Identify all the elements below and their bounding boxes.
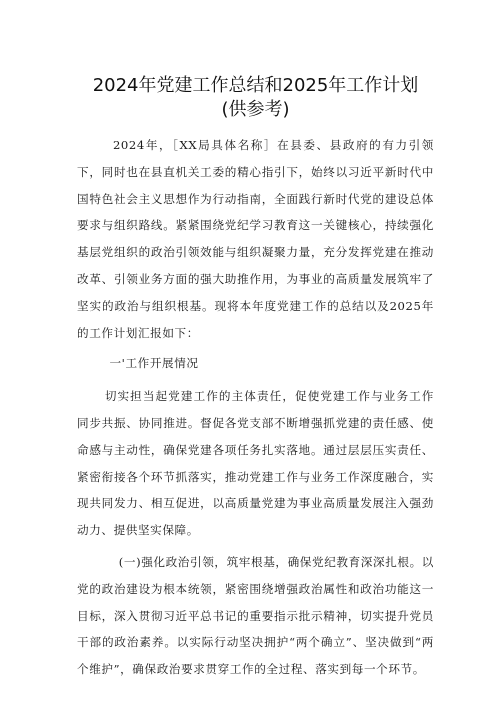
document-subtitle: (供参考) (221, 99, 290, 120)
section-heading-1: 一'工作开展情况 (109, 356, 199, 371)
intro-paragraph: 2024年，［XX局具体名称］在县委、县政府的有力引领下，同时也在县直机关工委的精心指引下，始终以习近平新时代中国特色社会主义思想作为行动指南，全面践行新时代党的建设总体要求与组织路线。紧紧围绕党纪学习教育这一关键核心，持续强化基层党组织的政治引领效能与组织凝聚力量，充分发挥党建在推动改革、引领业务方面的强大助推作用，为事业的高质量发展筑牢了坚实的政治与组织根基。现将本年度党建工作的总结以及2025年的工作计划汇报如下： (77, 138, 434, 340)
section-1-paragraph: 切实担当起党建工作的主体责任，促使党建工作与业务工作同步共振、协同推进。督促各党支部不断增强抓党建的责任感、使命感与主动性，确保党建各项任务扎实落地。通过层层压实责任、紧密衔接各个环节抓落实，推动党建工作与业务工作深度融合，实现共同发力、相互促进，以高质量党建为事业高质量发展注入强劲动力、提供坚实保障。 (77, 389, 434, 538)
subsection-1-paragraph: (一)强化政治引领，筑牢根基，确保党纪教育深深扎根。以党的政治建设为根本统领，紧密围绕增强政治属性和政治功能这一目标，深入贯彻习近平总书记的重要指示批示精神，切实提升党员干部的政治素养。以实际行动坚决拥护“两个确立”、坚决做到“两个维护”，确保政治要求贯穿工作的全过程、落实到每一个环节。 (77, 554, 434, 677)
document-title: 2024年党建工作总结和2025年工作计划 (92, 75, 419, 96)
